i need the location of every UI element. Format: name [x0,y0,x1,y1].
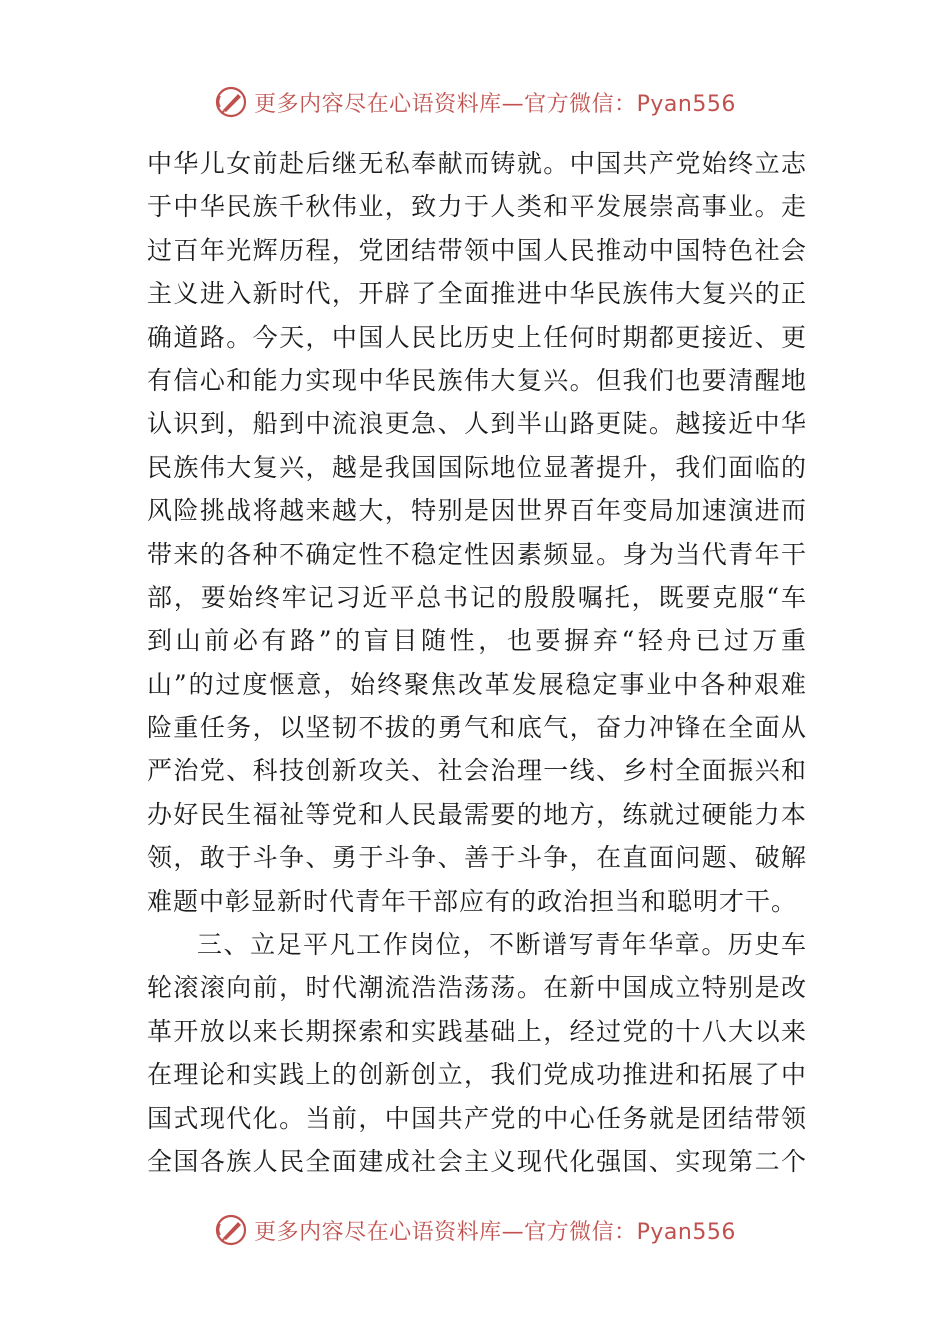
body-line: 于中华民族千秋伟业，致力于人类和平发展崇高事业。走 [147,192,807,222]
body-line: 国式现代化。当前，中国共产党的中心任务就是团结带领 [147,1103,807,1133]
body-line: 主义进入新时代，开辟了全面推进中华民族伟大复兴的正 [147,279,807,309]
body-line: 领，敢于斗争、勇于斗争、善于斗争，在直面问题、破解 [147,843,807,873]
body-line: 带来的各种不确定性不稳定性因素频显。身为当代青年干 [147,539,807,569]
body-line: 确道路。今天，中国人民比历史上任何时期都更接近、更 [147,322,807,352]
body-line: 认识到，船到中流浪更急、人到半山路更陡。越接近中华 [147,409,807,439]
body-line: 险重任务，以坚韧不拔的勇气和底气，奋力冲锋在全面从 [147,713,807,743]
body-line: 民族伟大复兴，越是我国国际地位显著提升，我们面临的 [147,452,807,482]
document-body [147,142,807,1183]
body-line-section-three-start: 三、立足平凡工作岗位，不断谱写青年华章。历史车 [197,930,807,960]
body-line: 全国各族人民全面建成社会主义现代化强国、实现第二个 [147,1146,807,1176]
pen-seal-logo-icon [214,1213,248,1247]
body-line: 风险挑战将越来越大，特别是因世界百年变局加速演进而 [147,496,807,526]
footer-banner [0,1210,950,1250]
body-line: 过百年光辉历程，党团结带领中国人民推动中国特色社会 [147,235,807,265]
body-line: 有信心和能力实现中华民族伟大复兴。但我们也要清醒地 [147,365,807,395]
body-line: 严治党、科技创新攻关、社会治理一线、乡村全面振兴和 [147,756,807,786]
pen-seal-logo-icon [214,85,248,119]
footer-banner-text: 更多内容尽在心语资料库—官方微信：Pyan556 [254,1219,736,1245]
body-line: 轮滚滚向前，时代潮流浩浩荡荡。在新中国成立特别是改 [147,973,807,1003]
body-line: 在理论和实践上的创新创立，我们党成功推进和拓展了中 [147,1060,807,1090]
header-banner [0,82,950,122]
body-line: 到山前必有路”的盲目随性，也要摒弃“轻舟已过万重 [147,626,807,656]
body-line: 办好民生福祉等党和人民最需要的地方，练就过硬能力本 [147,799,807,829]
body-line: 部，要始终牢记习近平总书记的殷殷嘱托，既要克服“车 [147,582,807,612]
body-line: 中华儿女前赴后继无私奉献而铸就。中国共产党始终立志 [147,149,807,178]
body-line: 山”的过度惬意，始终聚焦改革发展稳定事业中各种艰难 [147,669,807,699]
body-line-paragraph-end: 难题中彰显新时代青年干部应有的政治担当和聪明才干。 [147,886,798,916]
header-banner-text: 更多内容尽在心语资料库—官方微信：Pyan556 [254,91,736,117]
body-line: 革开放以来长期探索和实践基础上，经过党的十八大以来 [147,1016,807,1046]
